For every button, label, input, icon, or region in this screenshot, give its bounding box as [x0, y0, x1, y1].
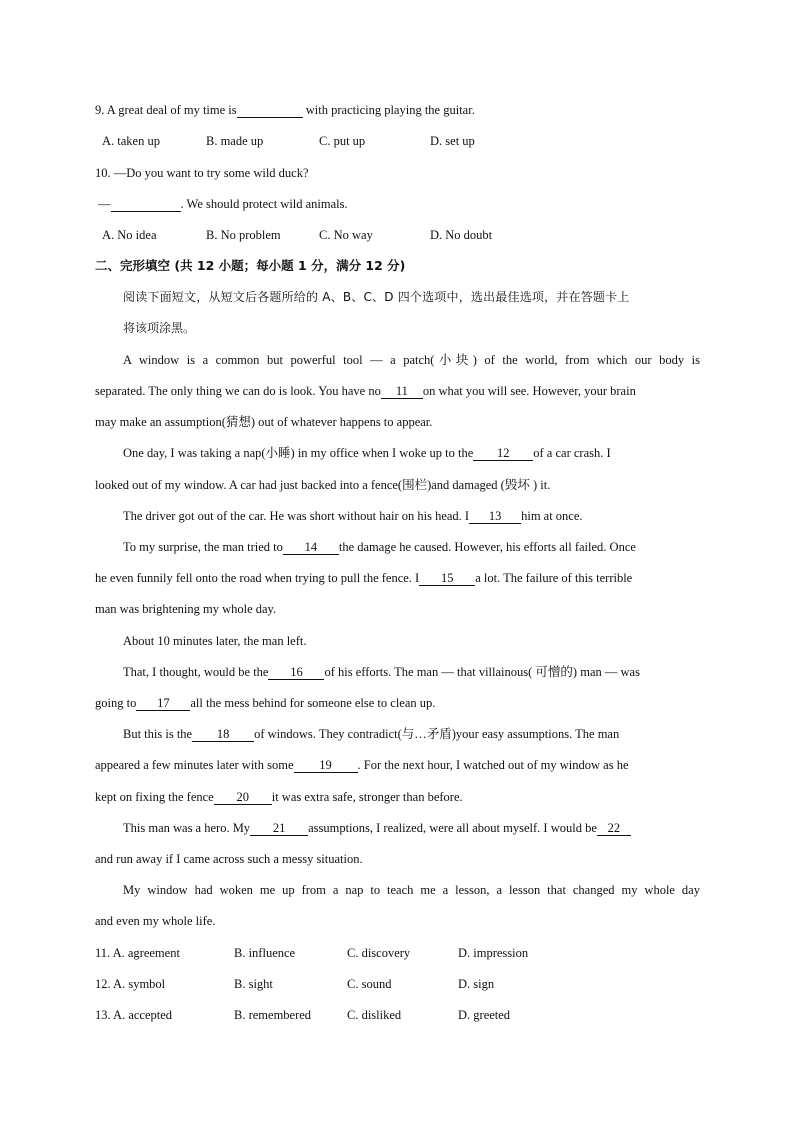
option-b: B. sight: [234, 977, 273, 991]
question-9-options: [102, 133, 707, 149]
option-a: A. No idea: [102, 228, 157, 242]
question-10-reply: [98, 196, 703, 212]
passage-line: looked out of my window. A car had just backed into a fence(围栏)and damaged (毁坏 ) it.: [95, 478, 551, 492]
passage-line: A window is a common but powerful tool — a patch(小块) of the world, from which our body is: [123, 353, 700, 367]
cloze-blank-20: 20: [214, 790, 272, 805]
passage-line: My window had woken me up from a nap to teach me a lesson, a lesson that changed my whole day: [123, 883, 700, 897]
passage-line: [123, 820, 700, 836]
question-12-options: [95, 976, 700, 992]
option-d: D. impression: [458, 946, 529, 960]
q9-text-pre: 9. A great deal of my time is: [95, 103, 237, 117]
cloze-blank-12: 12: [473, 446, 533, 461]
text: This man was a hero. My: [123, 821, 251, 835]
q10-dash: —: [98, 197, 111, 211]
passage-line: [95, 383, 700, 399]
text: One day, I was taking a nap(小睡) in my office when I woke up to the: [123, 446, 474, 460]
passage-line: [123, 726, 700, 742]
cloze-blank-22: 22: [597, 821, 631, 836]
passage-line: About 10 minutes later, the man left.: [123, 634, 307, 648]
option-b: B. made up: [206, 134, 264, 148]
cloze-blank-11: 11: [381, 384, 423, 399]
text: To my surprise, the man tried to: [123, 540, 283, 554]
passage-line: man was brightening my whole day.: [95, 602, 277, 616]
passage-line: and run away if I came across such a messy situation.: [95, 852, 363, 866]
answer-blank: [111, 197, 181, 212]
text: But this is the: [123, 727, 193, 741]
section-2-instructions-line2: 将该项涂黑。: [123, 321, 196, 335]
question-13-options: [95, 1007, 700, 1023]
text: it was extra safe, stronger than before.: [271, 790, 463, 804]
option-d: D. greeted: [458, 1008, 511, 1022]
q9-text-post: with practicing playing the guitar.: [302, 103, 475, 117]
passage-line: [123, 664, 700, 680]
text: of his efforts. The man — that villainous( 可憎的) man — was: [324, 665, 640, 679]
text: separated. The only thing we can do is look. You have no: [95, 384, 381, 398]
text: assumptions, I realized, were all about myself. I would be: [308, 821, 597, 835]
cloze-blank-16: 16: [268, 665, 324, 680]
passage-line: [123, 445, 700, 461]
q10-reply-text: . We should protect wild animals.: [180, 197, 348, 211]
passage-line: [123, 539, 700, 555]
text: a lot. The failure of this terrible: [475, 571, 633, 585]
option-a: 11. A. agreement: [95, 946, 180, 960]
question-9-stem: [95, 102, 700, 118]
text: on what you will see. However, your brain: [422, 384, 636, 398]
text: the damage he caused. However, his efforts all failed. Once: [338, 540, 636, 554]
text: of windows. They contradict(与…矛盾)your easy assumptions. The man: [254, 727, 620, 741]
passage-line: [95, 695, 700, 711]
text: The driver got out of the car. He was short without hair on his head. I: [123, 509, 470, 523]
passage-line: [123, 508, 700, 524]
cloze-blank-17: 17: [136, 696, 190, 711]
option-c: C. sound: [347, 977, 392, 991]
option-b: B. No problem: [206, 228, 281, 242]
cloze-blank-19: 19: [294, 758, 358, 773]
passage-line: may make an assumption(猜想) out of whatever happens to appear.: [95, 415, 433, 429]
passage-line: [95, 757, 700, 773]
answer-blank: [237, 103, 303, 118]
text: That, I thought, would be the: [123, 665, 269, 679]
section-2-instructions-line1: 阅读下面短文，从短文后各题所给的 A、B、C、D 四个选项中，选出最佳选项，并在答题卡上: [123, 290, 630, 304]
option-d: D. No doubt: [430, 228, 493, 242]
text: . For the next hour, I watched out of my window as he: [357, 758, 629, 772]
text: all the mess behind for someone else to clean up.: [190, 696, 436, 710]
option-b: B. influence: [234, 946, 296, 960]
option-b: B. remembered: [234, 1008, 312, 1022]
option-c: C. No way: [319, 228, 373, 242]
question-10-stem: 10. —Do you want to try some wild duck?: [95, 166, 309, 180]
option-d: D. set up: [430, 134, 475, 148]
option-a: 12. A. symbol: [95, 977, 166, 991]
passage-line: [95, 570, 700, 586]
text: of a car crash. I: [533, 446, 611, 460]
option-a: 13. A. accepted: [95, 1008, 173, 1022]
text: him at once.: [521, 509, 583, 523]
option-a: A. taken up: [102, 134, 160, 148]
cloze-blank-21: 21: [250, 821, 308, 836]
cloze-blank-18: 18: [192, 727, 254, 742]
section-2-title: 二、完形填空 (共 12 小题；每小题 1 分，满分 12 分): [95, 258, 406, 273]
cloze-blank-14: 14: [283, 540, 339, 555]
passage-line: [95, 789, 700, 805]
passage-line: and even my whole life.: [95, 914, 216, 928]
option-c: C. put up: [319, 134, 366, 148]
option-c: C. disliked: [347, 1008, 402, 1022]
option-d: D. sign: [458, 977, 495, 991]
cloze-blank-15: 15: [419, 571, 475, 586]
text: appeared a few minutes later with some: [95, 758, 294, 772]
cloze-blank-13: 13: [469, 509, 521, 524]
text: kept on fixing the fence: [95, 790, 214, 804]
question-10-options: [102, 227, 707, 243]
question-11-options: [95, 945, 700, 961]
text: he even funnily fell onto the road when trying to pull the fence. I: [95, 571, 420, 585]
option-c: C. discovery: [347, 946, 411, 960]
text: going to: [95, 696, 137, 710]
